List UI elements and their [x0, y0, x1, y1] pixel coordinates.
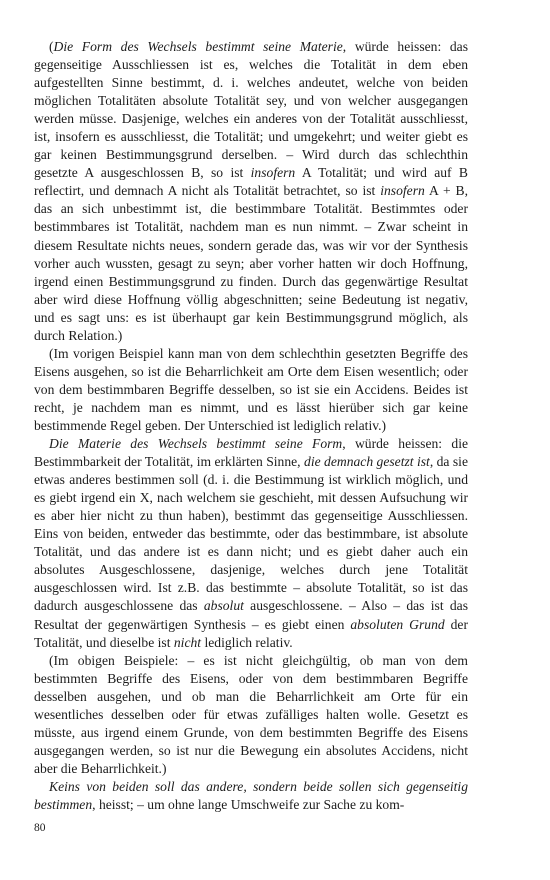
paragraph [34, 435, 468, 652]
italic-text-run: nicht [173, 634, 202, 650]
text-run: lediglich relativ. [201, 634, 293, 650]
text-run: A + B, das an sich unbestimmt ist, die bestimmbare Totalität. Bestimmtes oder bestimmbares ist Totalität, nachdem man es nun nimmt. – Zwar scheint in diesem Resultate nichts neues, sondern gerade das, was wir vor der Synthesis vorher auch wussten, gesagt zu seyn; aber vorher hatten wir doch Hoffnung, irgend einen Bestimmungsgrund zu finden. Durch das gegenwärtige Resultat aber wird diese Hoffnung völlig abgeschnitten; seine Bedeutung ist negativ, und es sagt uns: es ist überhaupt gar kein Bestimmungsgrund möglich, als durch Relation.) [34, 183, 468, 343]
text-run: ausgeschlossene. – Also – das ist das Resultat der gegenwärtigen Synthesis – es giebt einen [34, 598, 469, 632]
paragraph [34, 345, 468, 435]
italic-text-run: Keins von beiden soll das andere, sondern beide sollen sich gegenseitig bestimmen [34, 778, 468, 812]
text-run: A Totalität; und wird auf B reflectirt, und demnach A nicht als Totalität betrachtet, so ist [34, 165, 469, 199]
paragraph [34, 778, 468, 814]
italic-text-run: absolut [203, 598, 244, 614]
text-run: ( [49, 39, 54, 54]
text-run: (Im obigen Beispiele: – es ist nicht gleichgültig, ob man von dem bestimmten Begriffe des Eisens, oder von dem bestimmbaren Begriffe desselben ausgehen, und ob man die Beharrlichkeit am Orte für ein wesentliches desselben oder für etwas zufälliges halten wolle. Gesetzt es müsste, aus irgend einem Grunde, von dem bestimmten Begriffe des Eisens ausgegangen werden, so ist nur die Bewegung ein absolutes Accidens, nicht aber die Beharrlichkeit.) [34, 652, 468, 776]
italic-text-run: Die Form des Wechsels bestimmt seine Materie [53, 39, 343, 54]
text-run: , da sie etwas anderes bestimmen soll (d. i. die Bestimmung ist wirklich möglich, und es giebt irgend ein X, nach welchem sie geschieht, mit dessen Aufsuchung wir es aber hier nicht zu thun haben), bestimmt das gegenseitige Ausschliessen. Eins von beiden, entweder das bestimmte, oder das bestimmbare, ist absolute Totalität, und das andere ist es dann nicht; und es giebt daher auch ein absolutes Ausgeschlossene, dasjenige, welches durch jene Totalität ausgeschlossen wird. Ist z.B. das bestimmte – absolute Totalität, so ist das dadurch ausgeschlossene das [34, 454, 468, 614]
paragraph [34, 38, 468, 345]
italic-text-run: Die Materie des Wechsels bestimmt seine Form [49, 436, 343, 452]
body-text [34, 38, 468, 814]
text-run: der Totalität, und dieselbe ist [34, 616, 468, 650]
page-number: 80 [34, 822, 46, 834]
text-run: , würde heissen: das gegenseitige Ausschliessen ist es, welches die Totalität in dem eben aufgestellten Sinne bestimmt, d. i. welches andeutet, welche von beiden möglichen Totalitäten absolute Totalität sey, und von welcher ausgegangen werden müsse. Dasjenige, welches ein anderes von der Totalität ausschliesst, ist, insofern es ausschliesst, die Totalität; und umgekehrt; und weiter giebt es gar keinen Bestimmungsgrund derselben. – Wird durch das schlechthin gesetzte A ausgeschlossen B, so ist [34, 39, 468, 181]
italic-text-run: die demnach gesetzt ist [304, 454, 430, 470]
italic-text-run: absoluten Grund [350, 616, 445, 632]
italic-text-run: insofern [250, 165, 296, 181]
text-run: (Im vorigen Beispiel kann man von dem schlechthin gesetzten Begriffe des Eisens ausgehen, so ist die Beharrlichkeit am Orte dem Eisen wesentlich; oder von dem bestimmbaren Begriffe desselben, so ist sie ein Accidens. Beides ist recht, je nachdem man es nimmt, und es lässt hierüber sich gar keine bestimmende Regel geben. Der Unterschied ist lediglich relativ.) [34, 345, 468, 433]
paragraph [34, 652, 468, 778]
text-run: , würde heissen: die Bestimmbarkeit der Totalität, im erklärten Sinne, [34, 436, 468, 470]
italic-text-run: insofern [380, 183, 425, 199]
text-run: , heisst; – um ohne lange Umschweife zur Sache zu kom- [92, 796, 405, 812]
